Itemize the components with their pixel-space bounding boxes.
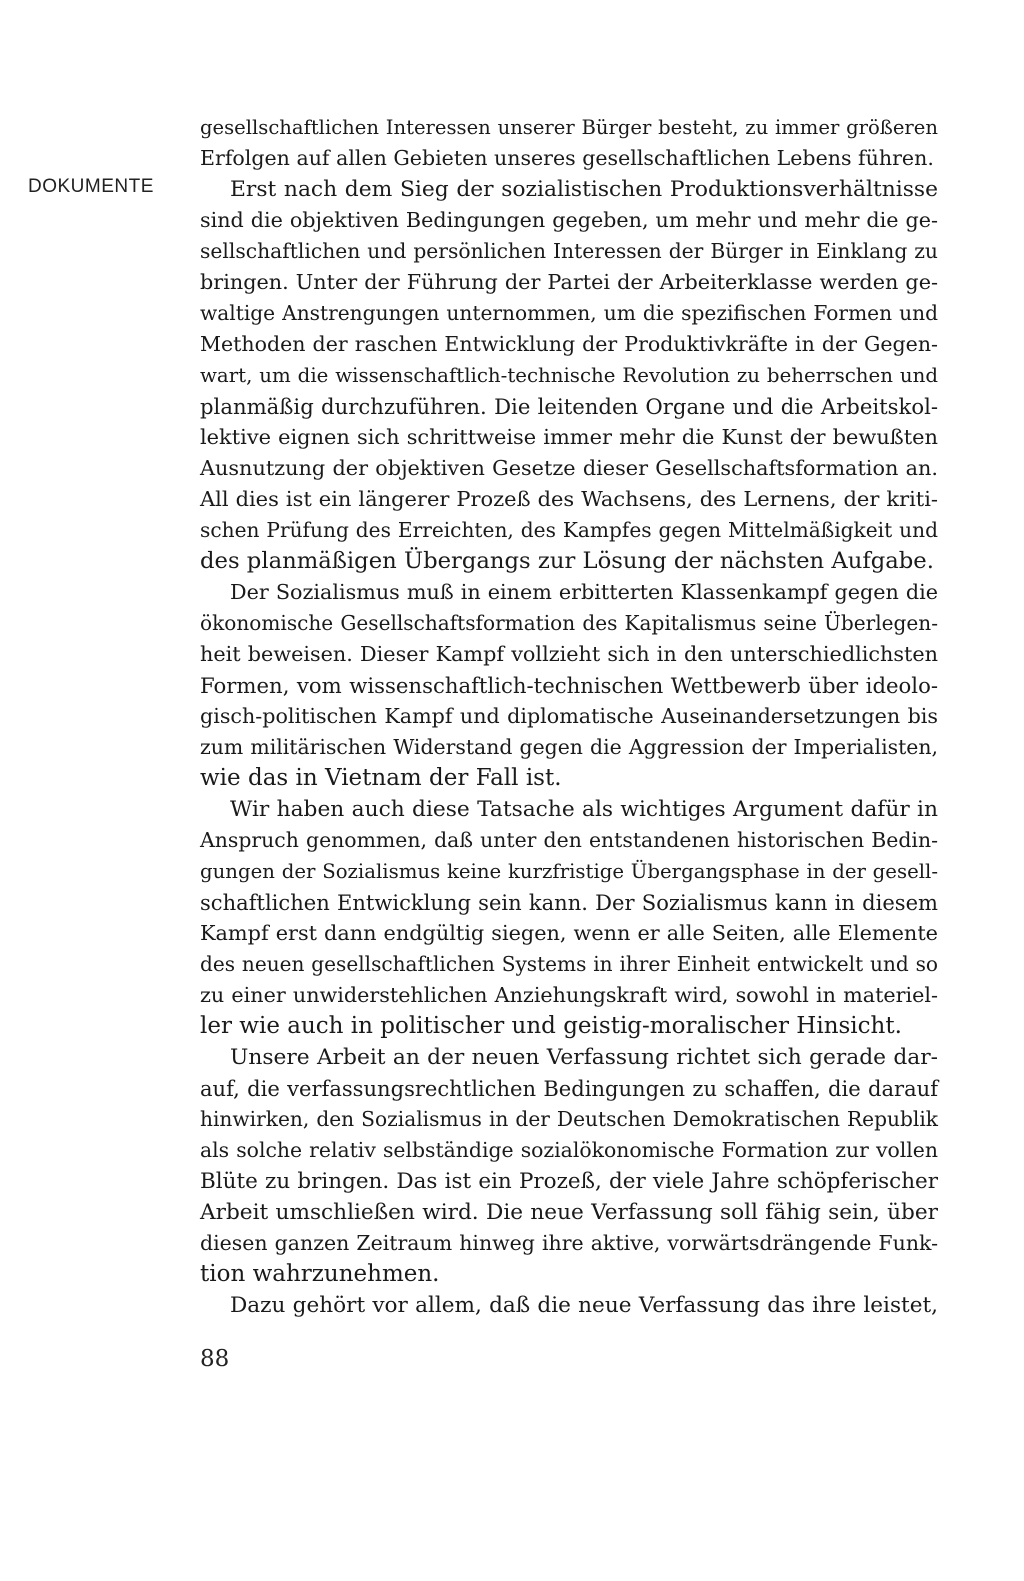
- text-line: Blüte zu bringen. Das ist ein Prozeß, der viele Jahre schöpferischer: [200, 1169, 938, 1194]
- text-line: als solche relativ selbständige sozialökonomische Formation zur vollen: [200, 1138, 938, 1162]
- text-line: auf, die verfassungsrechtlichen Bedingungen zu schaffen, die darauf: [200, 1076, 938, 1101]
- text-line: Kampf erst dann endgültig siegen, wenn er alle Seiten, alle Elemente: [200, 921, 938, 945]
- text-line: hinwirken, den Sozialismus in der Deutschen Demokratischen Republik: [200, 1107, 938, 1131]
- text-line: bringen. Unter der Führung der Partei der Arbeiterklasse werden ge-: [200, 270, 938, 294]
- text-line: gesellschaftlichen Interessen unserer Bürger besteht, zu immer größeren: [200, 116, 938, 139]
- text-line: ökonomische Gesellschaftsformation des Kapitalismus seine Überlegen-: [200, 611, 938, 635]
- text-line: ler wie auch in politischer und geistig-moralischer Hinsicht.: [200, 1013, 902, 1039]
- text-line: lektive eignen sich schrittweise immer mehr die Kunst der bewußten: [200, 425, 938, 449]
- text-line: heit beweisen. Dieser Kampf vollzieht sich in den unterschiedlichsten: [200, 642, 938, 666]
- text-line: wart, um die wissenschaftlich-technische Revolution zu beherrschen und: [200, 364, 938, 387]
- text-line: Unsere Arbeit an der neuen Verfassung richtet sich gerade dar-: [230, 1045, 938, 1070]
- text-line: Wir haben auch diese Tatsache als wichtiges Argument dafür in: [230, 797, 938, 822]
- text-line: wie das in Vietnam der Fall ist.: [200, 765, 562, 791]
- text-line: Anspruch genommen, daß unter den entstandenen historischen Bedin-: [200, 828, 938, 852]
- text-line: Formen, vom wissenschaftlich-technischen Wettbewerb über ideolo-: [200, 673, 938, 698]
- text-line: gisch-politischen Kampf und diplomatische Auseinandersetzungen bis: [200, 704, 938, 728]
- text-line: All dies ist ein längerer Prozeß des Wachsens, des Lernens, der kriti-: [200, 487, 938, 511]
- text-line: waltige Anstrengungen unternommen, um die spezifischen Formen und: [200, 301, 938, 325]
- body-text: [200, 112, 938, 1321]
- text-line: schaftlichen Entwicklung sein kann. Der Sozialismus kann in diesem: [200, 890, 938, 915]
- text-line: zum militärischen Widerstand gegen die Aggression der Imperialisten,: [200, 735, 938, 759]
- text-line: Dazu gehört vor allem, daß die neue Verfassung das ihre leistet,: [230, 1293, 938, 1318]
- text-line: gungen der Sozialismus keine kurzfristige Übergangsphase in der gesell-: [200, 860, 938, 883]
- text-line: sellschaftlichen und persönlichen Interessen der Bürger in Einklang zu: [200, 239, 938, 263]
- text-line: Der Sozialismus muß in einem erbitterten Klassenkampf gegen die: [230, 580, 938, 604]
- text-line: Arbeit umschließen wird. Die neue Verfassung soll fähig sein, über: [200, 1200, 938, 1225]
- page-number: 88: [200, 1346, 230, 1372]
- margin-label: DOKUMENTE: [28, 176, 154, 197]
- text-line: zu einer unwiderstehlichen Anziehungskraft wird, sowohl in materiel-: [200, 983, 938, 1007]
- text-line: des planmäßigen Übergangs zur Lösung der nächsten Aufgabe.: [200, 548, 934, 574]
- text-line: sind die objektiven Bedingungen gegeben, um mehr und mehr die ge-: [200, 208, 938, 232]
- text-line: tion wahrzunehmen.: [200, 1261, 440, 1287]
- text-line: des neuen gesellschaftlichen Systems in ihrer Einheit entwickelt und so: [200, 952, 938, 976]
- text-line: Ausnutzung der objektiven Gesetze dieser Gesellschaftsformation an.: [200, 456, 938, 480]
- text-line: schen Prüfung des Erreichten, des Kampfes gegen Mittelmäßigkeit und: [200, 518, 938, 542]
- text-line: diesen ganzen Zeitraum hinweg ihre aktive, vorwärtsdrängende Funk-: [200, 1231, 938, 1255]
- text-line: planmäßig durchzuführen. Die leitenden Organe und die Arbeitskol-: [200, 394, 938, 419]
- text-line: Erfolgen auf allen Gebieten unseres gesellschaftlichen Lebens führen.: [200, 146, 934, 170]
- text-line: Methoden der raschen Entwicklung der Produktivkräfte in der Gegen-: [200, 332, 938, 356]
- text-line: Erst nach dem Sieg der sozialistischen Produktionsverhältnisse: [230, 177, 938, 202]
